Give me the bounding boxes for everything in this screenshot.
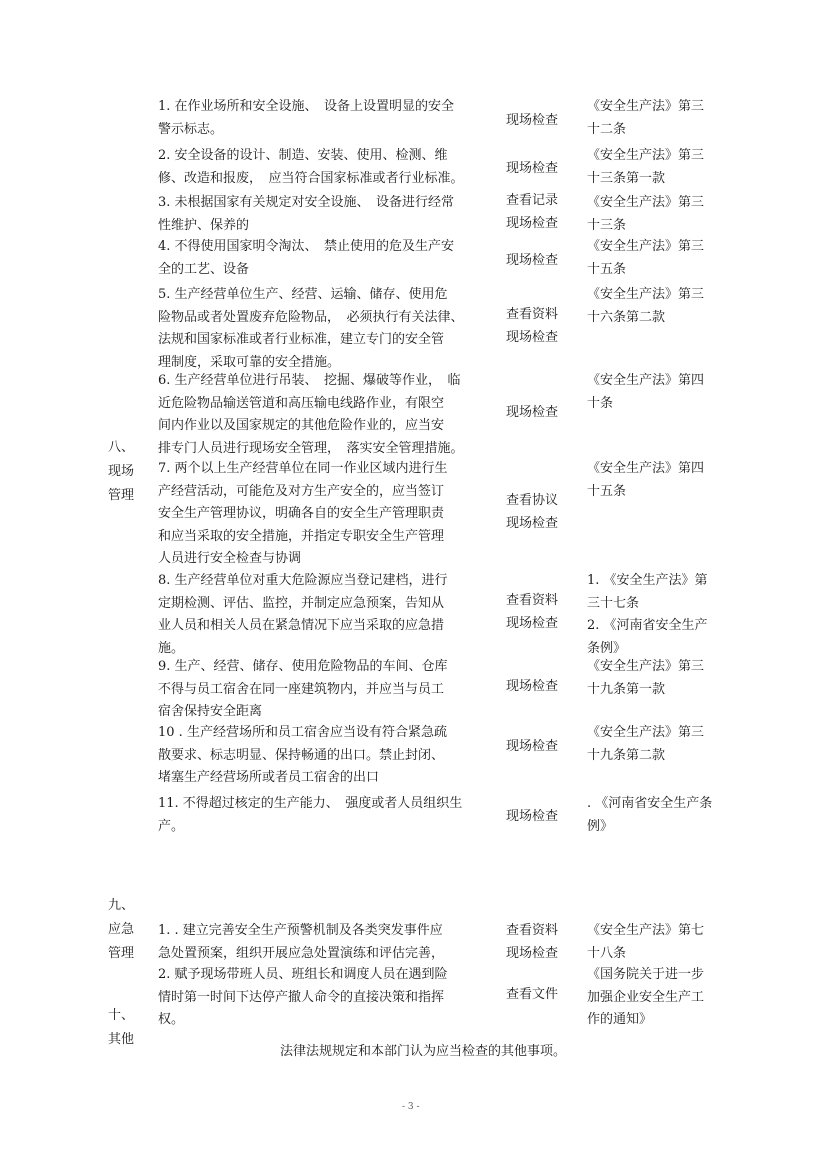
check-item-6: 6. 生产经营单位进行吊装、 挖掘、爆破等作业， 临 近危险物品输送管道和高压输电线路作业，有限空 间内作业以及国家规定的其他危险作业的，应当安 排专门人员进行现场安全管理， 落实安全管理措施。 [158, 373, 464, 456]
check-item-12: 1. . 建立完善安全生产预警机制及各类突发事件应 急处置预案，组织开展应急处置演练和评估完善， [158, 923, 445, 961]
check-method-1: 现场检查 [506, 113, 559, 128]
check-method-9: 现场检查 [506, 679, 559, 694]
check-method-2: 现场检查 [506, 161, 559, 176]
check-item-11: 11. 不得超过核定的生产能力、 强度或者人员组织生 产。 [158, 796, 463, 834]
check-method-13: 查看文件 [506, 987, 559, 1002]
check-method-10: 现场检查 [506, 739, 559, 754]
footer-note: 法律法规规定和本部门认为应当检查的其他事项。 [280, 1044, 567, 1059]
check-method-3: 查看记录 现场检查 [506, 193, 559, 231]
check-item-7: 7. 两个以上生产经营单位在同一作业区域内进行生 产经营活动，可能危及对方生产安全的，应当签订 安全生产管理协议，明确各自的安全生产管理职责 和应当采取的安全措施，并指定专职安全生产管理 人员进行安全检查与协调 [158, 461, 448, 566]
check-item-2: 2. 安全设备的设计、制造、安装、使用、检测、维 修、改造和报废， 应当符合国家标准或者行业标准。 [158, 148, 464, 186]
check-method-4: 现场检查 [506, 253, 559, 268]
legal-basis-10: 《安全生产法》第三 十九条第二款 [587, 725, 705, 763]
legal-basis-11: . 《河南省安全生产条 例》 [587, 796, 713, 834]
legal-basis-12: 《安全生产法》第七 十八条 [587, 923, 705, 961]
page-number: - 3 - [402, 1102, 420, 1112]
legal-basis-8: 1. 《安全生产法》第 三十七条 2. 《河南省安全生产 条例》 [587, 573, 708, 656]
check-method-8: 查看资料 现场检查 [506, 593, 559, 631]
legal-basis-5: 《安全生产法》第三 十六条第二款 [587, 287, 705, 325]
check-item-9: 9. 生产、经营、储存、使用危险物品的车间、仓库 不得与员工宿舍在同一座建筑物内，并应当与员工 宿舍保持安全距离 [158, 659, 448, 719]
legal-basis-1: 《安全生产法》第三 十二条 [587, 99, 705, 137]
check-method-7: 查看协议 现场检查 [506, 493, 559, 531]
check-method-11: 现场检查 [506, 809, 559, 824]
check-item-13: 2. 赋予现场带班人员、班组长和调度人员在遇到险 情时第一时间下达停产撤人命令的直接决策和指挥 权。 [158, 967, 448, 1027]
legal-basis-3: 《安全生产法》第三 十三条 [587, 195, 705, 233]
check-item-1: 1. 在作业场所和安全设施、 设备上设置明显的安全 警示标志。 [158, 99, 455, 137]
category-emergency-management: 九、 应急 管理 [108, 898, 135, 961]
legal-basis-2: 《安全生产法》第三 十三条第一款 [587, 148, 705, 186]
check-item-5: 5. 生产经营单位生产、经营、运输、储存、使用危 险物品或者处置废弃危险物品， 必须执行有关法律、 法规和国家标准或者行业标准，建立专门的安全管 理制度，采取可靠的安全措施。 [158, 287, 464, 370]
check-method-12: 查看资料 现场检查 [506, 923, 559, 961]
category-site-management: 八、 现场 管理 [108, 440, 135, 503]
check-item-3: 3. 未根据国家有关规定对安全设施、 设备进行经常 性维护、保养的 [158, 195, 455, 233]
check-method-5: 查看资料 现场检查 [506, 307, 559, 345]
check-item-10: 10 . 生产经营场所和员工宿舍应当设有符合紧急疏 散要求、标志明显、保持畅通的出口。禁止封闭、 堵塞生产经营场所或者员工宿舍的出口 [158, 725, 447, 785]
check-item-8: 8. 生产经营单位对重大危险源应当登记建档，进行 定期检测、评估、监控，并制定应急预案，告知从 业人员和相关人员在紧急情况下应当采取的应急措 施。 [158, 573, 448, 656]
legal-basis-9: 《安全生产法》第三 十九条第一款 [587, 659, 705, 697]
check-method-6: 现场检查 [506, 405, 559, 420]
category-other: 十、 其他 [108, 1008, 135, 1047]
legal-basis-4: 《安全生产法》第三 十五条 [587, 239, 705, 277]
legal-basis-7: 《安全生产法》第四 十五条 [587, 461, 705, 499]
legal-basis-13: 《国务院关于进一步 加强企业安全生产工 作的通知》 [587, 967, 705, 1027]
check-item-4: 4. 不得使用国家明令淘汰、 禁止使用的危及生产安 全的工艺、设备 [158, 239, 455, 277]
legal-basis-6: 《安全生产法》第四 十条 [587, 373, 705, 411]
